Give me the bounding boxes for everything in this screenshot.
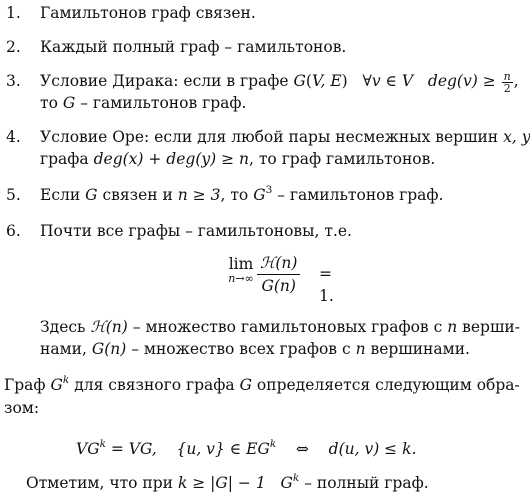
lim-subscript: n→∞: [228, 272, 254, 285]
item-number: 5.: [6, 186, 21, 204]
math-k-bound: k ≥ |G| − 1: [177, 474, 266, 492]
superscript-k: k: [62, 373, 70, 386]
superscript-k: k: [99, 437, 106, 450]
item-number: 4.: [6, 128, 21, 146]
math-paren: (: [305, 72, 312, 90]
item-text: Почти все графы – гамильтоновы, т.е.: [40, 222, 352, 240]
math-n-ge-3: n ≥ 3: [177, 186, 221, 204]
math-graph: G: [62, 94, 76, 112]
frac-numerator: ℋ(n): [257, 253, 300, 275]
math-n: n: [447, 318, 458, 336]
math-forall: ∀v ∈ V: [362, 72, 414, 90]
frac-denominator: 2: [503, 81, 511, 95]
comma: ,: [513, 72, 519, 90]
superscript-k: k: [269, 437, 277, 450]
math-graph: G: [239, 376, 252, 394]
math-eq: = VG,: [110, 440, 157, 458]
frac-numerator: n: [503, 69, 511, 83]
math-graph-cube: G: [253, 186, 266, 204]
ore-text: Условие Оре: если для любой пары несмежных вершин: [40, 128, 499, 146]
item-text-line1: [40, 70, 519, 94]
text: верши-: [462, 318, 520, 336]
text: Если: [40, 186, 81, 204]
text: – гамильтонов граф.: [80, 94, 247, 112]
math-vg: VG: [76, 440, 100, 458]
equals-one: = 1.: [319, 265, 334, 305]
lim-word: lim: [228, 255, 254, 273]
math-paren: ): [341, 72, 348, 90]
text: – гамильтонов граф.: [277, 186, 444, 204]
item-number: 6.: [6, 222, 21, 240]
item-text: [40, 184, 443, 206]
superscript-k: k: [292, 471, 300, 484]
fraction-n-2: [502, 71, 513, 94]
text: – полный граф.: [304, 474, 429, 492]
math-hamiltonian: ℋ(n): [90, 318, 128, 336]
item-text: Каждый полный граф – гамильтонов.: [40, 38, 347, 56]
text: , то: [220, 186, 249, 204]
math-edge: {u, v} ∈ EG: [176, 440, 270, 458]
item-number: 1.: [6, 4, 21, 22]
text: определяется следующим обра-: [256, 376, 520, 394]
here-text: [40, 316, 520, 338]
dirac-text: Условие Дирака: если в графе: [40, 72, 289, 90]
formula-text: [76, 438, 416, 460]
text: – множество всех графов с: [131, 340, 351, 358]
limit-fraction: [257, 253, 300, 296]
here-text: [40, 338, 470, 360]
text: графа: [40, 150, 89, 168]
superscript: 3: [265, 183, 273, 196]
math-graph-k: G: [50, 376, 63, 394]
text: то: [40, 94, 58, 112]
text: зом:: [4, 399, 40, 417]
text: Здесь: [40, 318, 86, 336]
text: для связного графа: [74, 376, 235, 394]
math-v: V, E: [311, 72, 342, 90]
math-graph: G: [85, 186, 98, 204]
item-text-line2: [40, 92, 246, 114]
math-n: n: [355, 340, 366, 358]
item-text-line1: [40, 126, 530, 148]
math-graph: G: [280, 474, 293, 492]
item-text: Гамильтонов граф связен.: [40, 4, 256, 22]
note-text: [26, 472, 429, 494]
text: связен и: [102, 186, 173, 204]
math-deg-sum: deg(x) + deg(y) ≥ n: [93, 150, 249, 168]
definition-text: [4, 374, 520, 396]
math-graph: G: [293, 72, 306, 90]
item-text-line2: [40, 148, 435, 170]
math-xy: x, y: [503, 128, 530, 146]
item-number: 2.: [6, 38, 21, 56]
math-distance: d(u, v) ≤ k.: [328, 440, 417, 458]
text: вершинами.: [370, 340, 470, 358]
text: Отметим, что при: [26, 474, 173, 492]
text: , то граф гамильтонов.: [249, 150, 436, 168]
text: – множество гамильтоновых графов с: [132, 318, 443, 336]
math-gn: G(n): [91, 340, 127, 358]
text: Граф: [4, 376, 46, 394]
math-deg: deg(v) ≥: [427, 72, 496, 90]
text: нами,: [40, 340, 87, 358]
frac-denominator: G(n): [261, 277, 296, 295]
item-number: 3.: [6, 72, 21, 90]
iff-symbol: ⇔: [295, 440, 309, 458]
